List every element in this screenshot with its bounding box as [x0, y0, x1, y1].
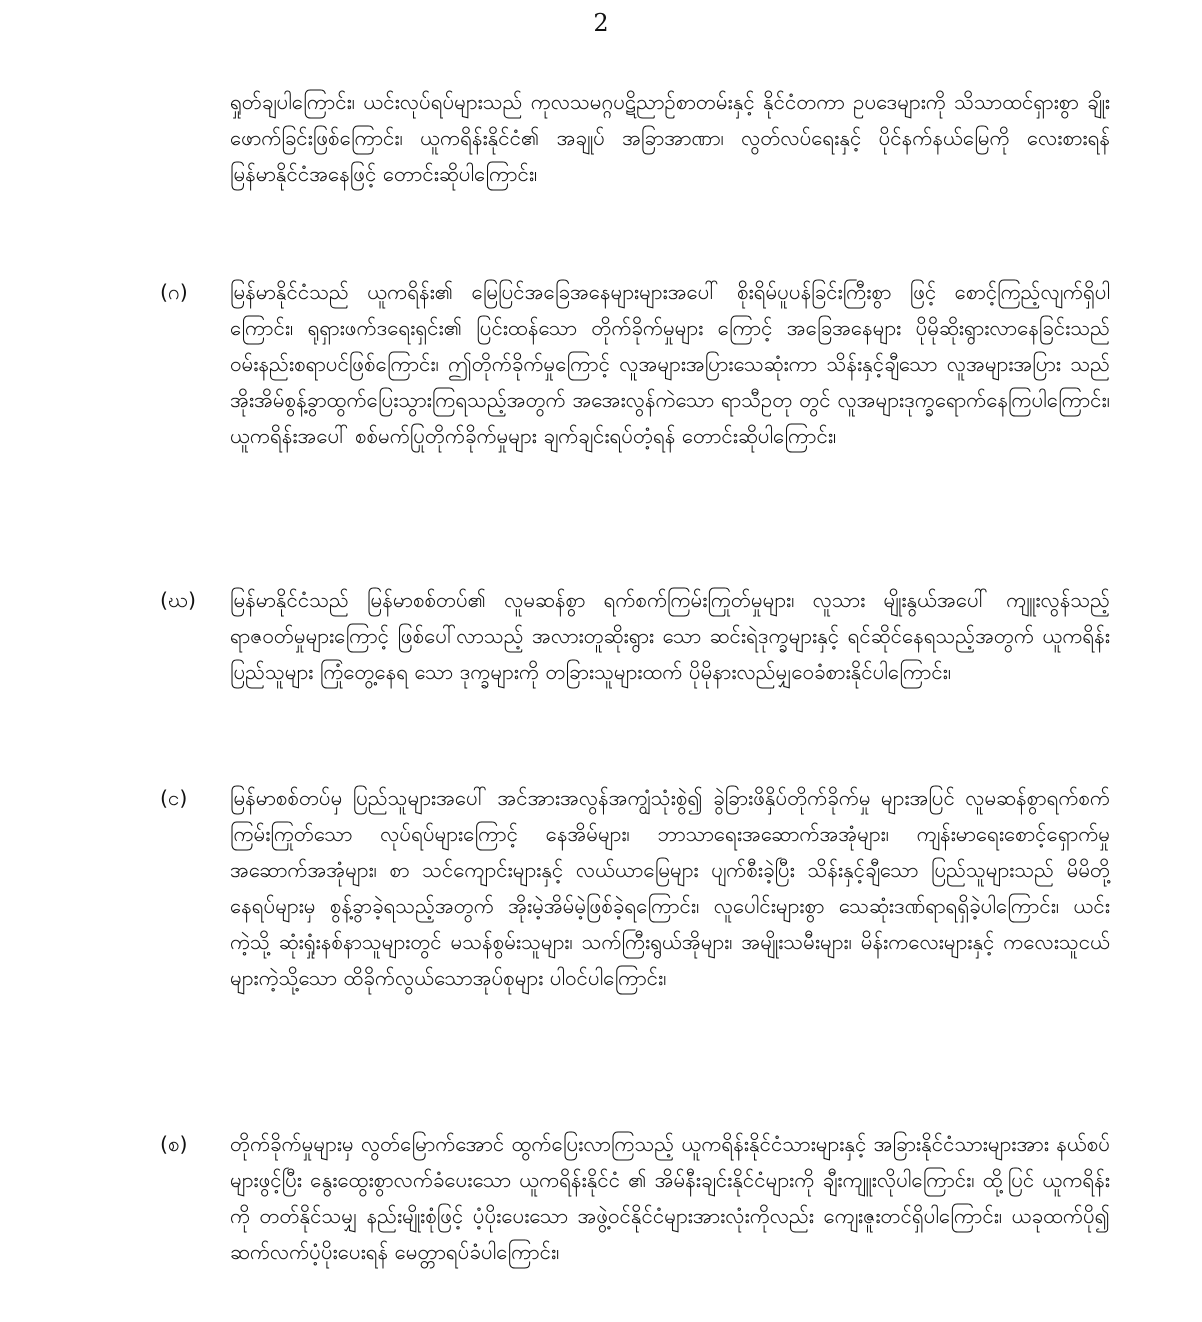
- clause-label: (စ): [160, 1132, 188, 1156]
- intro-paragraph: ရှုတ်ချပါကြောင်း၊ ယင်းလုပ်ရပ်များသည် ကုလသမဂ္ဂပဋိညာဉ်စာတမ်းနှင့် နိုင်ငံတကာ ဥပဒေများကို သိသာထင်ရှားစွာ ချိုးဖောက်ခြင်းဖြစ်ကြောင်း၊ ယူကရိန်းနိုင်ငံ၏ အချုပ် အခြာအာဏာ၊ လွတ်လပ်ရေးနှင့် ပိုင်နက်နယ်မြေကို လေးစားရန် မြန်မာနိုင်ငံအနေဖြင့် တောင်းဆိုပါကြောင်း၊: [230, 90, 1110, 186]
- clause-label: (င): [160, 786, 188, 810]
- clause-text: မြန်မာစစ်တပ်မှ ပြည်သူများအပေါ် အင်အားအလွန်အကျွံသုံးစွဲ၍ ခွဲခြားဖိနှိပ်တိုက်ခိုက်မှု များအပြင် လူမဆန်စွာရက်စက်ကြမ်းကြုတ်သော လုပ်ရပ်များကြောင့် နေအိမ်များ၊ ဘာသာရေးအဆောက်အအုံများ၊ ကျန်းမာရေးစောင့်ရှောက်မှု အဆောက်အအုံများ၊ စာ သင်ကျောင်းများနှင့် လယ်ယာမြေများ ပျက်စီးခဲ့ပြီး သိန်းနှင့်ချီသော ပြည်သူများသည် မိမိတို့နေရပ်များမှ စွန့်ခွာခဲ့ရသည့်အတွက် အိုးမဲ့အိမ်မဲ့ဖြစ်ခဲ့ရကြောင်း၊ လူပေါင်းများစွာ သေဆုံးဒဏ်ရာရရှိခဲ့ပါကြောင်း၊ ယင်းကဲ့သို့ ဆုံးရှုံးနစ်နာသူများတွင် မသန်စွမ်းသူများ၊ သက်ကြီးရွယ်အိုများ၊ အမျိုးသမီးများ၊ မိန်းကလေးများနှင့် ကလေးသူငယ်များကဲ့သို့သော ထိခိုက်လွယ်သောအုပ်စုများ ပါဝင်ပါကြောင်း၊: [230, 786, 1110, 990]
- clause-label: (ဂ): [160, 280, 188, 304]
- clause-text: မြန်မာနိုင်ငံသည် မြန်မာစစ်တပ်၏ လူမဆန်စွာ ရက်စက်ကြမ်းကြုတ်မှုများ၊ လူသား မျိုးနွယ်အပေါ် ကျူးလွန်သည့် ရာဇဝတ်မှုများကြောင့် ဖြစ်ပေါ်လာသည့် အလားတူဆိုးရွား သော ဆင်းရဲဒုက္ခများနှင့် ရင်ဆိုင်နေရသည့်အတွက် ယူကရိန်းပြည်သူများ ကြုံတွေ့နေရ သော ဒုက္ခများကို တခြားသူများထက် ပိုမိုနားလည်မျှဝေခံစားနိုင်ပါကြောင်း၊: [230, 588, 1110, 684]
- clause-text: တိုက်ခိုက်မှုများမှ လွတ်မြောက်အောင် ထွက်ပြေးလာကြသည့် ယူကရိန်းနိုင်ငံသားများနှင့် အခြားနိုင်ငံသားများအား နယ်စပ်များဖွင့်ပြီး နွေးထွေးစွာလက်ခံပေးသော ယူကရိန်းနိုင်ငံ ၏ အိမ်နီးချင်းနိုင်ငံများကို ချီးကျူးလိုပါကြောင်း၊ ထို့ပြင် ယူကရိန်းကို တတ်နိုင်သမျှ နည်းမျိုးစုံဖြင့် ပံ့ပိုးပေးသော အဖွဲ့ဝင်နိုင်ငံများအားလုံးကိုလည်း ကျေးဇူးတင်ရှိပါကြောင်း၊ ယခုထက်ပို၍ ဆက်လက်ပံ့ပိုးပေးရန် မေတ္တာရပ်ခံပါကြောင်း၊: [230, 1132, 1110, 1264]
- page-number: 2: [593, 9, 609, 37]
- clause-label: (ဃ): [160, 588, 196, 612]
- clause-text: မြန်မာနိုင်ငံသည် ယူကရိန်း၏ မြေပြင်အခြေအနေများများအပေါ် စိုးရိမ်ပူပန်ခြင်းကြီးစွာ ဖြင့် စောင့်ကြည့်လျက်ရှိပါကြောင်း၊ ရုရှားဖက်ဒရေးရှင်း၏ ပြင်းထန်သော တိုက်ခိုက်မှုများ ကြောင့် အခြေအနေများ ပိုမိုဆိုးရွားလာနေခြင်းသည် ဝမ်းနည်းစရာပင်ဖြစ်ကြောင်း၊ ဤတိုက်ခိုက်မှုကြောင့် လူအများအပြားသေဆုံးကာ သိန်းနှင့်ချီသော လူအများအပြား သည် အိုးအိမ်စွန့်ခွာထွက်ပြေးသွားကြရသည့်အတွက် အအေးလွန်ကဲသော ရာသီဥတု တွင် လူအများဒုက္ခရောက်နေကြပါကြောင်း၊ ယူကရိန်းအပေါ် စစ်မက်ပြုတိုက်ခိုက်မှုများ ချက်ချင်းရပ်တံ့ရန် တောင်းဆိုပါကြောင်း၊: [230, 280, 1110, 448]
